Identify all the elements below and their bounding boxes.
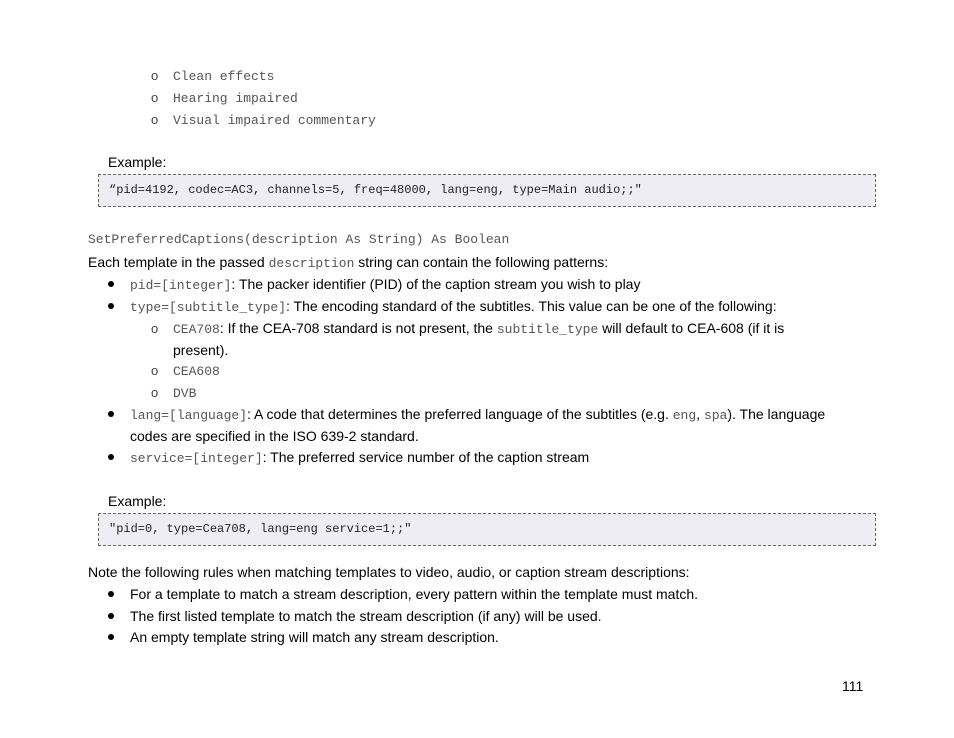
example-label: Example: [108, 493, 167, 509]
code-example-box [98, 513, 876, 546]
example-label: Example: [108, 154, 167, 170]
inline-code: subtitle_type [496, 322, 599, 337]
subtitle-type-cea708: o CEA708: If the CEA-708 standard is not present, the subtitle_type will default to CEA-608 (if it is [151, 320, 785, 337]
code-example-box [98, 174, 876, 207]
inline-code: CEA608 [173, 364, 220, 379]
code-example-text: "pid=0, type=Cea708, lang=eng service=1;;" [109, 522, 412, 536]
separator: , [696, 406, 704, 422]
intro-paragraph [88, 253, 608, 273]
cea708-text: : If the CEA-708 standard is not present, the [219, 320, 497, 336]
list-item: o Hearing impaired [151, 90, 298, 106]
rule-item: For a template to match a stream description, every pattern within the template must match. [130, 586, 699, 602]
inline-code: spa [703, 408, 728, 423]
list-item-text: Hearing impaired [173, 91, 298, 106]
rules-intro: Note the following rules when matching templates to video, audio, or caption stream descriptions: [88, 564, 690, 580]
inline-code: DVB [173, 386, 197, 401]
pattern-lang [130, 405, 825, 425]
intro-text: Each template in the passed [88, 254, 269, 270]
bullet [108, 411, 116, 419]
cea708-continuation: present). [173, 342, 229, 358]
inline-code: eng [672, 408, 697, 423]
list-item-text: Clean effects [173, 69, 275, 84]
bullet [108, 454, 116, 462]
inline-code: service=[integer] [130, 451, 263, 466]
bullet [108, 613, 116, 621]
page-number: 111 [842, 678, 864, 694]
subtitle-type-cea608: o CEA608 [151, 363, 220, 379]
code-example-text: “pid=4192, codec=AC3, channels=5, freq=48000, lang=eng, type=Main audio;;" [109, 183, 642, 197]
bullet [108, 303, 116, 311]
list-item: o Visual impaired commentary [151, 112, 376, 128]
pattern-service [130, 448, 589, 468]
inline-code: CEA708 [173, 322, 220, 337]
subtitle-type-dvb: o DVB [151, 385, 197, 401]
inline-code: type=[subtitle_type] [130, 300, 287, 315]
pattern-description: : A code that determines the preferred language of the subtitles (e.g. [247, 406, 673, 422]
inline-code: lang=[language] [130, 408, 248, 423]
list-item: o Clean effects [151, 68, 275, 84]
pattern-description: : The encoding standard of the subtitles. This value can be one of the following: [286, 298, 777, 314]
rule-item: The first listed template to match the stream description (if any) will be used. [130, 608, 602, 624]
pattern-pid [130, 275, 640, 295]
cea708-text: will default to CEA-608 (if it is [598, 320, 785, 336]
rule-item: An empty template string will match any stream description. [130, 629, 499, 645]
pattern-description: ). The language [727, 406, 826, 422]
inline-code: pid=[integer] [130, 278, 232, 293]
intro-text: string can contain the following patterns: [354, 254, 609, 270]
pattern-type [130, 297, 777, 317]
inline-code: description [268, 256, 355, 271]
bullet [108, 281, 116, 289]
pattern-description: : The preferred service number of the caption stream [262, 449, 590, 465]
lang-continuation: codes are specified in the ISO 639-2 standard. [130, 428, 419, 444]
method-signature: SetPreferredCaptions(description As String) As Boolean [88, 232, 510, 247]
bullet [108, 591, 116, 599]
list-item-text: Visual impaired commentary [173, 113, 376, 128]
pattern-description: : The packer identifier (PID) of the caption stream you wish to play [231, 276, 641, 292]
bullet [108, 634, 116, 642]
